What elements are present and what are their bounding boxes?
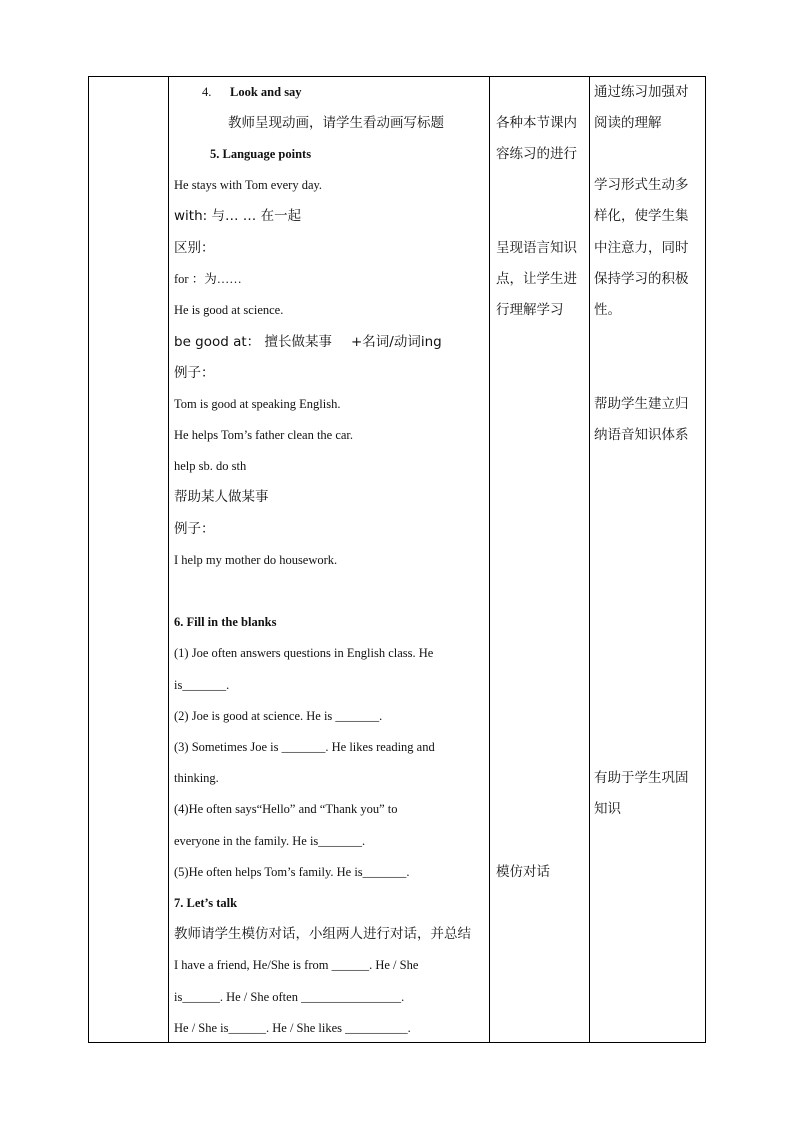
activity-text: 容练习的进行 [496, 146, 577, 162]
purpose-text: 阅读的理解 [594, 115, 662, 131]
activity-text: 呈现语言知识 [496, 240, 577, 256]
text-line: 区别： [174, 240, 215, 256]
column-divider-1 [168, 77, 169, 1042]
exercise-line: is_______. [174, 678, 230, 692]
section-4-description: 教师呈现动画，请学生看动画写标题 [228, 115, 444, 131]
column-divider-2 [489, 77, 490, 1042]
text-line: 例子： [174, 365, 215, 381]
activity-text: 模仿对话 [496, 864, 550, 880]
text-line: +名词/动词ing [351, 334, 442, 350]
purpose-text: 通过练习加强对 [594, 84, 689, 100]
section-5-title: 5. Language points [210, 147, 312, 161]
text-line: for ：为…… [174, 272, 242, 286]
section-4-title: Look and say [230, 85, 302, 99]
talk-line: is______. He / She often ________________. [174, 990, 405, 1004]
text-line: I help my mother do housework. [174, 553, 338, 567]
exercise-line: thinking. [174, 771, 219, 785]
section-4-number: 4. [202, 85, 212, 99]
text-line: with: 与… … 在一起 [174, 208, 302, 224]
activity-text: 行理解学习 [496, 302, 564, 318]
section-7-title: 7. Let’s talk [174, 896, 238, 910]
purpose-text: 有助于学生巩固 [594, 770, 689, 786]
text-line: be good at： 擅长做某事 [174, 334, 332, 350]
text-line: 帮助某人做某事 [174, 489, 269, 505]
text-line: help sb. do sth [174, 459, 247, 473]
text-line: 例子： [174, 521, 215, 537]
talk-line: I have a friend, He/She is from ______. He / She [174, 958, 419, 972]
exercise-line: (3) Sometimes Joe is _______. He likes reading and [174, 740, 435, 754]
exercise-line: (1) Joe often answers questions in English class. He [174, 646, 434, 660]
purpose-text: 保持学习的积极 [594, 271, 689, 287]
column-divider-3 [589, 77, 590, 1042]
exercise-line: everyone in the family. He is_______. [174, 834, 366, 848]
text-line: He helps Tom’s father clean the car. [174, 428, 354, 442]
purpose-text: 性。 [594, 302, 621, 318]
purpose-text: 中注意力，同时 [594, 240, 689, 256]
talk-instruction: 教师请学生模仿对话，小组两人进行对话，并总结 [174, 926, 471, 942]
activity-text: 点，让学生进 [496, 271, 577, 287]
section-6-title: 6. Fill in the blanks [174, 615, 277, 629]
purpose-text: 知识 [594, 801, 621, 817]
purpose-text: 帮助学生建立归 [594, 396, 689, 412]
text-line: Tom is good at speaking English. [174, 397, 341, 411]
purpose-text: 纳语音知识体系 [594, 427, 689, 443]
exercise-line: (5)He often helps Tom’s family. He is_______. [174, 865, 410, 879]
text-line: He stays with Tom every day. [174, 178, 323, 192]
purpose-text: 样化，使学生集 [594, 208, 689, 224]
purpose-text: 学习形式生动多 [594, 177, 689, 193]
talk-line: He / She is______. He / She likes __________. [174, 1021, 411, 1035]
text-line: He is good at science. [174, 303, 284, 317]
exercise-line: (2) Joe is good at science. He is _______. [174, 709, 383, 723]
activity-text: 各种本节课内 [496, 115, 577, 131]
exercise-line: (4)He often says“Hello” and “Thank you” to [174, 802, 398, 816]
